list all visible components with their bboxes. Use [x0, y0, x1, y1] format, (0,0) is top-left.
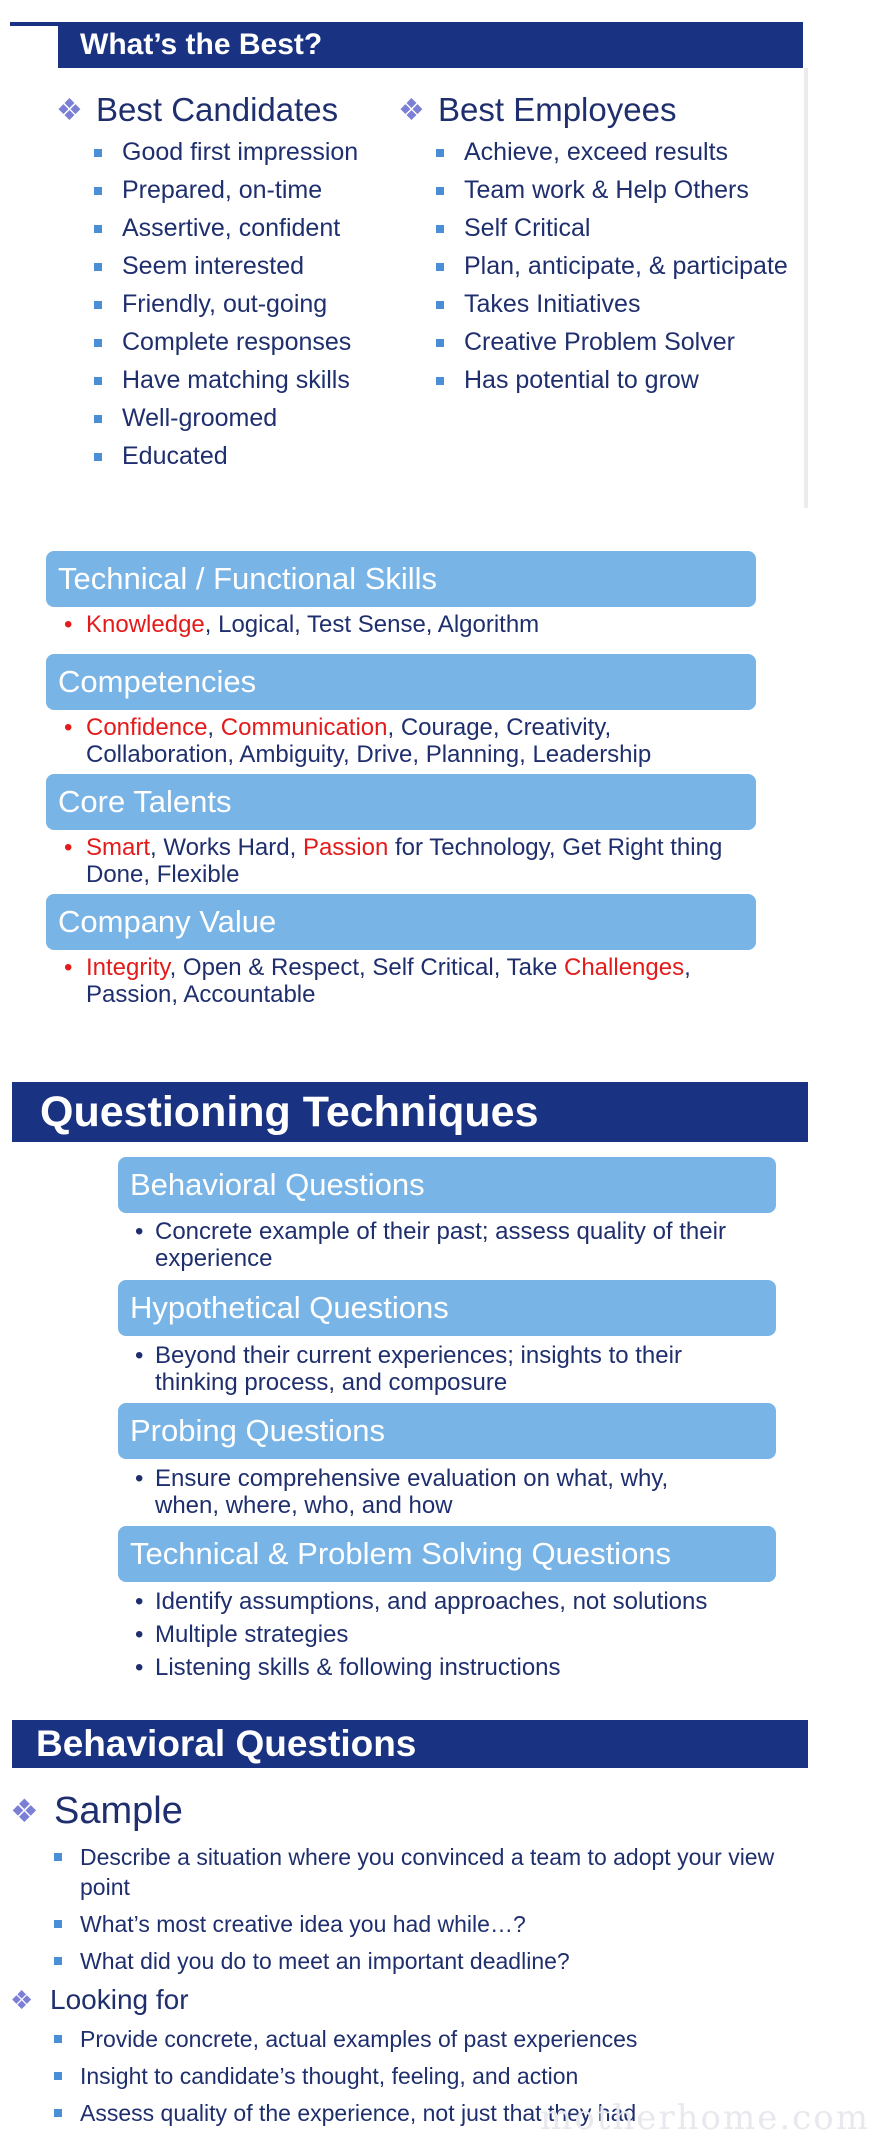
skills-text: • Knowledge, Logical, Test Sense, Algorithm: [64, 611, 540, 638]
list-item: Seem interested: [94, 252, 436, 281]
list-item: Assess quality of the experience, not just that they had: [52, 2098, 812, 2128]
list-item: Friendly, out-going: [94, 290, 436, 319]
diamond-bullet-icon: ❖: [398, 93, 425, 127]
bullet-text: • Listening skills & following instructions: [135, 1654, 561, 1681]
best-candidates-heading: ❖ Best Candidates: [56, 91, 339, 128]
best-employees-list: [398, 138, 798, 395]
section-pill: Core Talents: [46, 774, 756, 830]
competencies-text: • Confidence, Communication, Courage, Creativity, Collaboration, Ambiguity, Drive, Planning, Leadership: [64, 714, 652, 768]
looking-for-heading: ❖ Looking for: [10, 1984, 189, 2015]
list-item: Have matching skills: [94, 366, 436, 395]
bullet-text: • Multiple strategies: [135, 1621, 349, 1648]
slide3-title: Questioning Techniques: [40, 1088, 539, 1136]
section-pill: Technical / Functional Skills: [46, 551, 756, 607]
list-item: Takes Initiatives: [436, 290, 798, 319]
section-pill: Probing Questions: [118, 1403, 776, 1459]
list-item: What did you do to meet an important deadline?: [52, 1946, 812, 1976]
core-talents-text: • Smart, Works Hard, Passion for Technology, Get Right thing Done, Flexible: [64, 834, 723, 888]
list-item: Plan, anticipate, & participate: [436, 252, 798, 281]
list-item: What’s most creative idea you had while…?: [52, 1909, 812, 1939]
slide1-title: What’s the Best?: [80, 28, 323, 61]
bullet-text: • Beyond their current experiences; insights to their thinking process, and composure: [135, 1342, 682, 1396]
divider: [804, 68, 808, 508]
diamond-bullet-icon: ❖: [10, 1793, 39, 1829]
list-item: Prepared, on-time: [94, 176, 436, 205]
list-item: Team work & Help Others: [436, 176, 798, 205]
section-pill: Technical & Problem Solving Questions: [118, 1526, 776, 1582]
list-item: Achieve, exceed results: [436, 138, 798, 167]
diamond-bullet-icon: ❖: [10, 1984, 34, 2015]
sample-list: [52, 1842, 812, 1983]
list-item: Assertive, confident: [94, 214, 436, 243]
best-employees-heading: ❖ Best Employees: [398, 91, 677, 128]
best-employees-column: [398, 88, 798, 404]
slide1-title-banner: [58, 22, 803, 68]
list-item: Self Critical: [436, 214, 798, 243]
sample-heading: ❖ Sample: [10, 1789, 183, 1832]
bullet-text: • Concrete example of their past; assess quality of their experience: [135, 1218, 726, 1272]
list-item: Insight to candidate’s thought, feeling, and action: [52, 2061, 812, 2091]
best-candidates-column: [56, 88, 436, 480]
slide4-title-banner: [12, 1720, 808, 1768]
list-item: Complete responses: [94, 328, 436, 357]
list-item: Good first impression: [94, 138, 436, 167]
company-value-text: • Integrity, Open & Respect, Self Critical, Take Challenges, Passion, Accountable: [64, 954, 691, 1008]
banner-accent: [10, 22, 58, 26]
list-item: Describe a situation where you convinced a team to adopt your view point: [52, 1842, 812, 1902]
diamond-bullet-icon: ❖: [56, 93, 83, 127]
slide3-title-banner: [12, 1082, 808, 1142]
section-pill: Behavioral Questions: [118, 1157, 776, 1213]
list-item: Educated: [94, 442, 436, 471]
list-item: Creative Problem Solver: [436, 328, 798, 357]
section-pill: Company Value: [46, 894, 756, 950]
section-pill: Competencies: [46, 654, 756, 710]
list-item: Provide concrete, actual examples of past experiences: [52, 2024, 812, 2054]
list-item: Well-groomed: [94, 404, 436, 433]
bullet-text: • Ensure comprehensive evaluation on what, why, when, where, who, and how: [135, 1465, 669, 1519]
watermark: motherhome.com: [540, 2098, 870, 2138]
section-pill: Hypothetical Questions: [118, 1280, 776, 1336]
bullet-text: • Identify assumptions, and approaches, not solutions: [135, 1588, 708, 1615]
best-candidates-list: [56, 138, 436, 471]
list-item: Has potential to grow: [436, 366, 798, 395]
slide4-title: Behavioral Questions: [36, 1723, 417, 1764]
